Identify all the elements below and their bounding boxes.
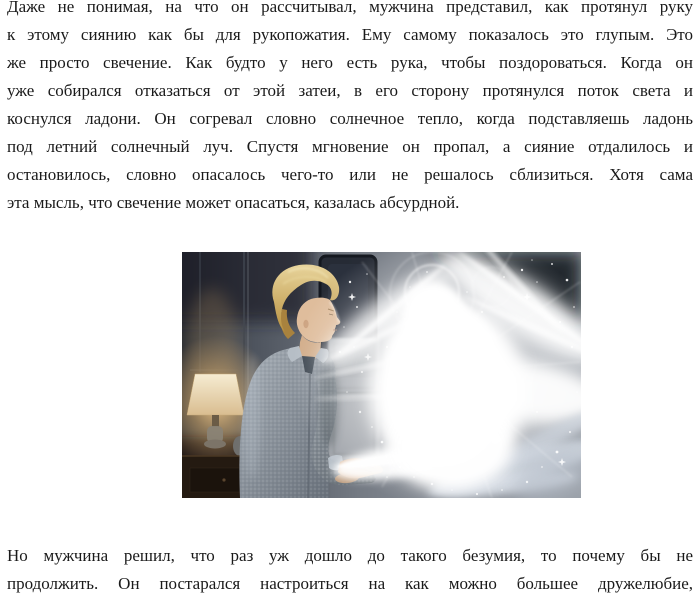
illustration-canvas — [182, 252, 581, 498]
text-line: к этому сиянию как бы для рукопожатия. Ему самому показалось это глупым. Это — [7, 25, 693, 44]
text-line: Но мужчина решил, что раз уж дошло до такого безумия, то почему бы не — [7, 546, 693, 565]
paragraph-after-image — [7, 542, 693, 598]
text-line: эта мысль, что свечение может опасаться, казалась абсурдной. — [7, 193, 460, 212]
lamp-shade — [187, 374, 244, 415]
text-line: продолжить. Он постарался настроиться на как можно большее дружелюбие, — [7, 574, 693, 593]
text-line: Даже не понимая, на что он рассчитывал, мужчина представил, как протянул руку — [7, 0, 693, 16]
text-line: под летний солнечный луч. Спустя мгновение он пропал, а сияние отдалилось и — [7, 137, 693, 156]
angelic-light — [292, 252, 581, 498]
paragraph-before-image — [7, 0, 693, 217]
text-line: остановилось, словно опасалось чего-то или не решалось сблизиться. Хотя сама — [7, 165, 693, 184]
text-line: же просто свечение. Как будто у него есть рука, чтобы поздороваться. Когда он — [7, 53, 693, 72]
text-line: уже собирался отказаться от этой затеи, в его сторону протянулся поток света и — [7, 81, 693, 100]
text-line: коснулся ладони. Он согревал словно солнечное тепло, когда подставляешь ладонь — [7, 109, 693, 128]
story-illustration — [182, 252, 581, 498]
